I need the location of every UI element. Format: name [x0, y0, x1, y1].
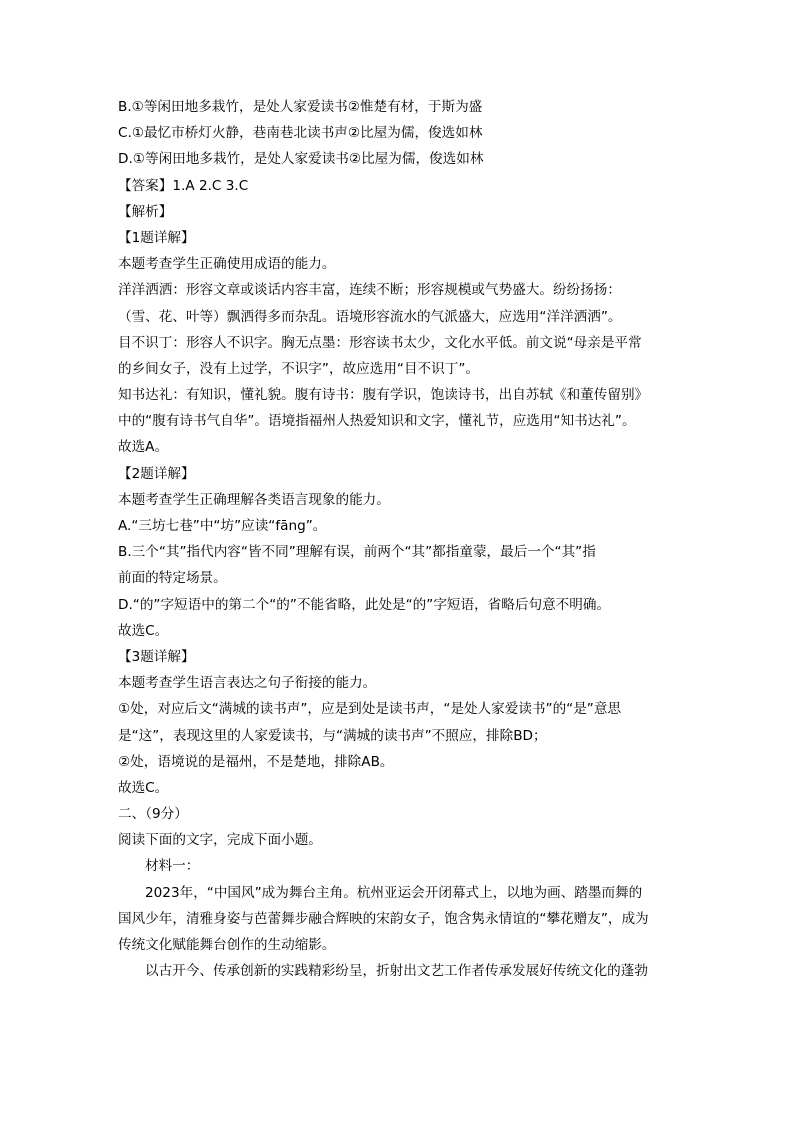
- text-line: ②处，语境说的是福州，不是楚地，排除AB。: [118, 753, 394, 770]
- text-line: 阅读下面的文字，完成下面小题。: [118, 832, 322, 849]
- text-line: 以古开今、传承创新的实践精彩纷呈，折射出文艺工作者传承发展好传统文化的蓬勃: [145, 963, 648, 980]
- text-line: 洋洋洒洒：形容文章或谈话内容丰富，连续不断；形容规模或气势盛大。纷纷扬扬：: [118, 282, 621, 299]
- text-line: B.三个“其”指代内容“皆不同”理解有误，前两个“其”都指童蒙，最后一个“其”指: [118, 544, 596, 561]
- text-line: C.①最忆市桥灯火静，巷南巷北读书声②比屋为儒，俊选如林: [118, 125, 483, 142]
- text-line: ①处，对应后文“满城的读书声”，应是到处是读书声，“是处人家爱读书”的“是”意思: [118, 701, 622, 718]
- text-line: 目不识丁：形容人不识字。胸无点墨：形容读书太少，文化水平低。前文说“母亲是平常: [118, 334, 642, 351]
- text-line: A.“三坊七巷”中“坊”应读“fāng”。: [118, 518, 327, 534]
- text-line: 【3题详解】: [118, 648, 195, 665]
- text-line: 的乡间女子，没有上过学，不识字”，故应选用“目不识丁”。: [118, 360, 479, 377]
- text-line: 【1题详解】: [118, 229, 195, 246]
- text-line: 前面的特定场景。: [118, 570, 227, 587]
- text-line: （雪、花、叶等）飘洒得多而杂乱。语境形容流水的气派盛大，应选用“洋洋洒洒”。: [118, 308, 622, 325]
- text-line: 故选A。: [118, 439, 169, 456]
- text-line: 【解析】: [118, 203, 173, 220]
- document-page: [118, 94, 678, 984]
- text-line: 中的“腹有诗书气自华”。语境指福州人热爱知识和文字，懂礼节，应选用“知书达礼”。: [118, 413, 636, 430]
- text-line: 传统文化赋能舞台创作的生动缩影。: [118, 937, 336, 953]
- text-line: 知书达礼：有知识，懂礼貌。腹有诗书：腹有学识，饱读诗书，出自苏轼《和董传留别》: [118, 387, 649, 404]
- text-line: B.①等闲田地多栽竹，是处人家爱读书②惟楚有材，于斯为盛: [118, 99, 483, 115]
- text-line: D.①等闲田地多栽竹，是处人家爱读书②比屋为儒，俊选如林: [118, 151, 484, 168]
- text-line: D.“的”字短语中的第二个“的”不能省略，此处是“的”字短语，省略后句意不明确。: [118, 596, 611, 613]
- text-line: 材料一：: [145, 858, 200, 875]
- text-line: 2023年，“中国风”成为舞台主角。杭州亚运会开闭幕式上，以地为画、踏墨而舞的: [145, 884, 643, 901]
- text-line: 国风少年，清雅身姿与芭蕾舞步融合辉映的宋韵女子，饱含隽永情谊的“攀花赠友”，成为: [118, 910, 649, 927]
- text-line: 【答案】1.A 2.C 3.C: [118, 177, 249, 194]
- text-line: 本题考查学生正确理解各类语言现象的能力。: [118, 491, 390, 508]
- text-line: 是“这”，表现这里的人家爱读书，与“满城的读书声”不照应，排除BD；: [118, 727, 547, 744]
- text-line: 故选C。: [118, 779, 169, 796]
- text-line: 本题考查学生语言表达之句子衔接的能力。: [118, 675, 377, 692]
- text-line: 【2题详解】: [118, 465, 195, 482]
- text-line: 本题考查学生正确使用成语的能力。: [118, 256, 336, 273]
- text-line: 二、（9分）: [118, 806, 188, 823]
- text-line: 故选C。: [118, 622, 169, 639]
